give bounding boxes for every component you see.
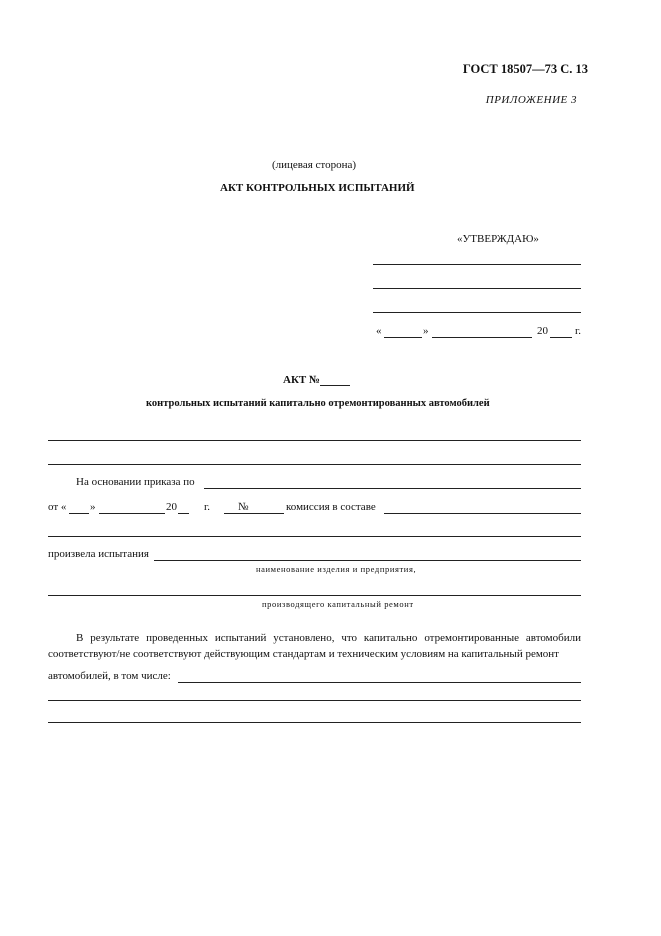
approval-line-3[interactable]: [373, 312, 581, 313]
document-title: АКТ КОНТРОЛЬНЫХ ИСПЫТАНИЙ: [220, 182, 415, 194]
order-basis-field[interactable]: [204, 488, 581, 489]
act-subtitle: контрольных испытаний капитально отремонтированных автомобилей: [146, 398, 490, 409]
approval-date-open-quote: «: [376, 325, 382, 337]
vehicles-line-2[interactable]: [48, 700, 581, 701]
commission-label: комиссия в составе: [286, 501, 376, 513]
act-number-field[interactable]: [320, 385, 350, 386]
blank-line-2[interactable]: [48, 464, 581, 465]
commission-field[interactable]: [384, 513, 581, 514]
order-basis-label: На основании приказа по: [76, 476, 195, 488]
tested-label: произвела испытания: [48, 548, 149, 560]
tested-field[interactable]: [154, 560, 581, 561]
vehicles-field[interactable]: [178, 682, 581, 683]
approval-line-1[interactable]: [373, 264, 581, 265]
order-date-prefix: от «: [48, 501, 67, 513]
appendix-label: ПРИЛОЖЕНИЕ 3: [485, 94, 577, 106]
gost-reference: ГОСТ 18507—73 С. 13: [462, 62, 588, 76]
repair-enterprise-field[interactable]: [48, 595, 581, 596]
vehicles-label: автомобилей, в том числе:: [48, 670, 171, 682]
commission-line-2[interactable]: [48, 536, 581, 537]
order-date-month-field[interactable]: [99, 513, 165, 514]
order-year-prefix: 20: [166, 501, 177, 513]
order-date-day-field[interactable]: [69, 513, 89, 514]
approval-year-prefix: 20: [537, 325, 548, 337]
order-year-suffix: г.: [204, 501, 211, 513]
blank-line-1[interactable]: [48, 440, 581, 441]
front-side-label: (лицевая сторона): [272, 159, 357, 171]
approval-date-month-field[interactable]: [432, 337, 532, 338]
order-number-field[interactable]: [224, 513, 284, 514]
vehicles-line-3[interactable]: [48, 722, 581, 723]
approval-year-suffix: г.: [575, 325, 582, 337]
order-date-close-quote: »: [90, 501, 96, 513]
result-paragraph: В результате проведенных испытаний установлено, что капитально отремонтированные автомобили соответствуют/не соответствуют действующим стандартам и техническим условиям на капитальный ремонт: [48, 632, 581, 660]
approval-date-close-quote: »: [423, 325, 429, 337]
approval-label: «УТВЕРЖДАЮ»: [457, 233, 539, 245]
order-year-field[interactable]: [178, 513, 189, 514]
act-number-label: АКТ №: [283, 374, 321, 386]
approval-year-field[interactable]: [550, 337, 572, 338]
approval-date-day-field[interactable]: [384, 337, 422, 338]
repair-caption: производящего капитальный ремонт: [262, 599, 414, 609]
approval-line-2[interactable]: [373, 288, 581, 289]
order-number-sign: №: [238, 501, 249, 513]
product-caption: наименование изделия и предприятия,: [256, 564, 417, 574]
